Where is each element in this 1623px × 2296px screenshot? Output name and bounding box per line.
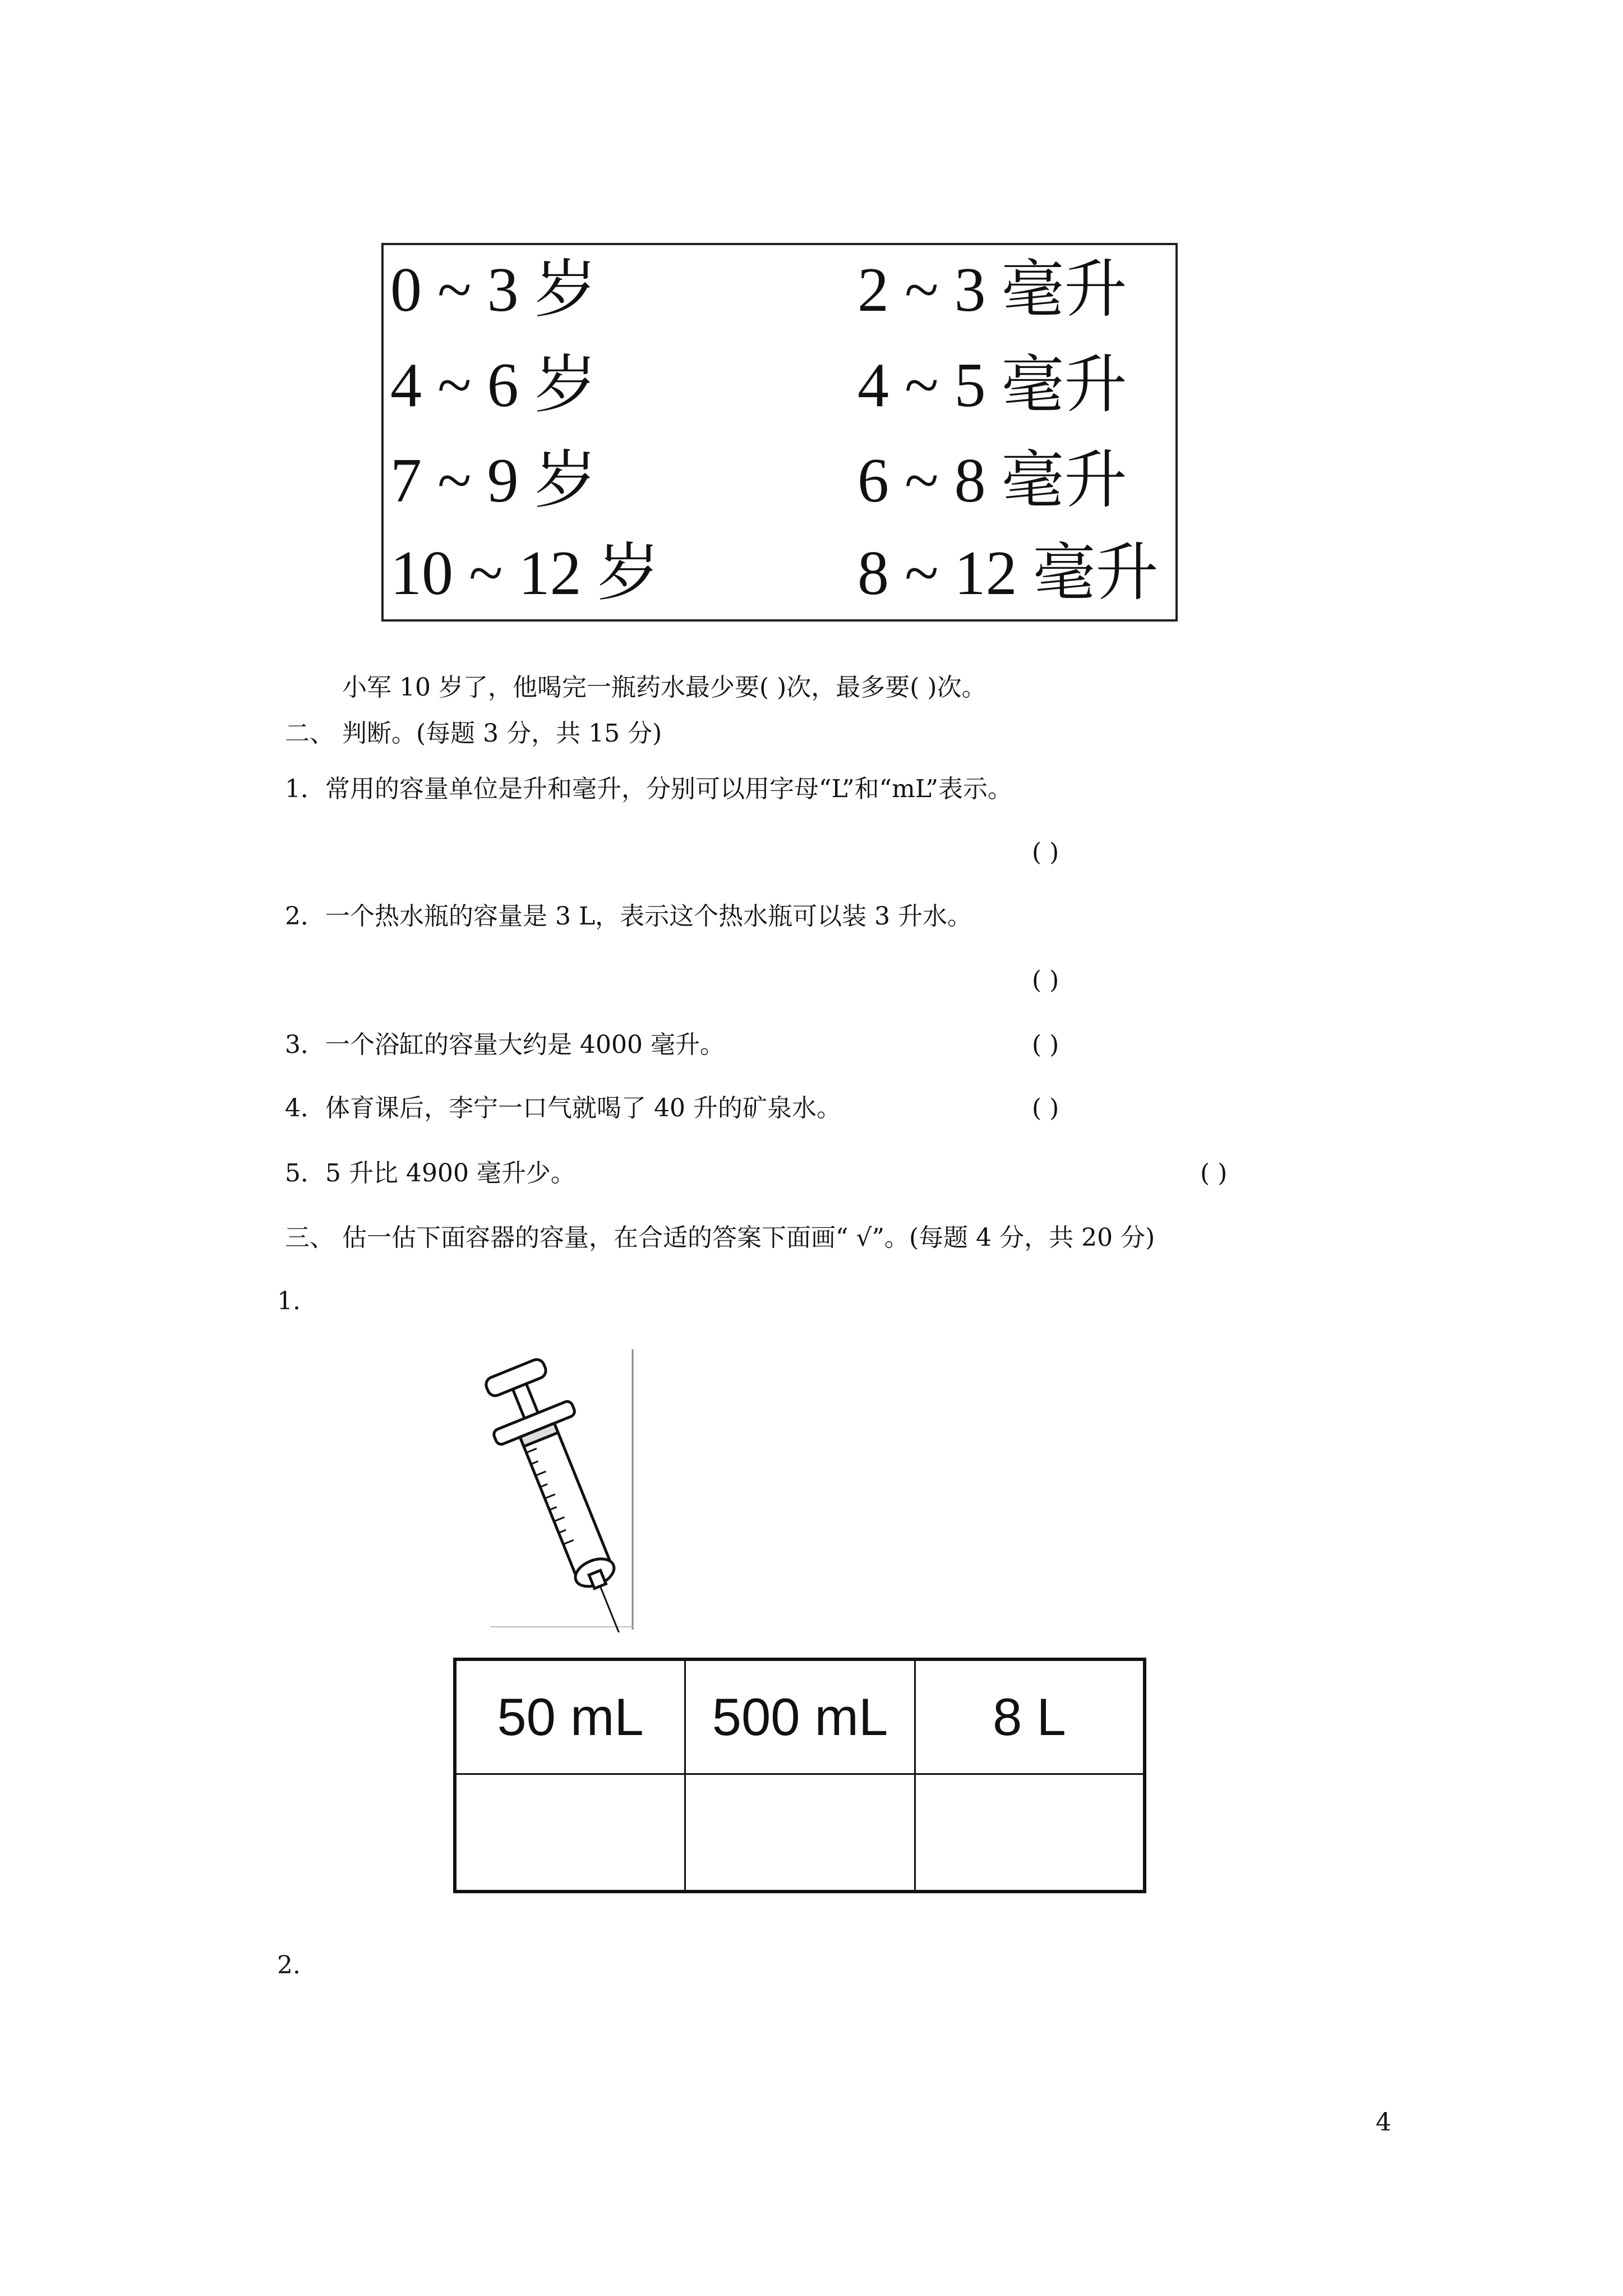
dosage-table: [381, 243, 1178, 622]
dosage-row: [384, 531, 1175, 615]
judge-item: 5．5 升比 4900 毫升少。: [285, 1159, 575, 1188]
dosage-amount: 2 ~ 3 毫升: [857, 255, 1127, 325]
judge-item: 3．一个浴缸的容量大约是 4000 毫升。: [285, 1030, 725, 1059]
syringe-icon: [477, 1346, 656, 1632]
option-label: 500 mL: [712, 1687, 888, 1746]
dosage-age: 10 ~ 12 岁: [390, 539, 660, 608]
answer-paren[interactable]: ( ): [1032, 1030, 1059, 1059]
dosage-amount: 4 ~ 5 毫升: [857, 351, 1127, 420]
dosage-row: [384, 343, 1175, 427]
dosage-age: 0 ~ 3 岁: [390, 255, 597, 325]
question-number: 2.: [277, 1951, 301, 1980]
dosage-row: [384, 248, 1175, 332]
capacity-options-table: [453, 1658, 1146, 1893]
answer-cell[interactable]: [457, 1775, 684, 1890]
answer-cell[interactable]: [686, 1775, 914, 1890]
judge-item: 4．体育课后，李宁一口气就喝了 40 升的矿泉水。: [285, 1094, 841, 1122]
page-number: 4: [1376, 2108, 1391, 2137]
answer-paren[interactable]: ( ): [1032, 838, 1059, 867]
answer-paren[interactable]: ( ): [1032, 1094, 1059, 1122]
option-label: 8 L: [993, 1687, 1066, 1746]
option-label: 50 mL: [497, 1687, 644, 1746]
answer-paren[interactable]: ( ): [1032, 966, 1059, 995]
dosage-amount: 6 ~ 8 毫升: [857, 446, 1127, 516]
question-number: 1.: [277, 1287, 301, 1315]
dosage-age: 7 ~ 9 岁: [390, 446, 597, 516]
judge-item: 1．常用的容量单位是升和毫升，分别可以用字母“L”和“mL”表示。: [285, 775, 1013, 803]
answer-paren[interactable]: ( ): [1200, 1159, 1228, 1188]
dosage-question: 小军 10 岁了，他喝完一瓶药水最少要( )次，最多要( )次。: [342, 673, 986, 702]
dosage-amount: 8 ~ 12 毫升: [857, 539, 1159, 608]
section2-heading: 二、 判断。(每题 3 分，共 15 分): [285, 719, 662, 748]
answer-cell[interactable]: [916, 1775, 1143, 1890]
judge-item: 2．一个热水瓶的容量是 3 L，表示这个热水瓶可以装 3 升水。: [285, 902, 972, 931]
section3-heading: 三、 估一估下面容器的容量，在合适的答案下面画“ √”。(每题 4 分，共 20 分): [285, 1223, 1155, 1252]
dosage-row: [384, 439, 1175, 523]
dosage-age: 4 ~ 6 岁: [390, 351, 597, 420]
